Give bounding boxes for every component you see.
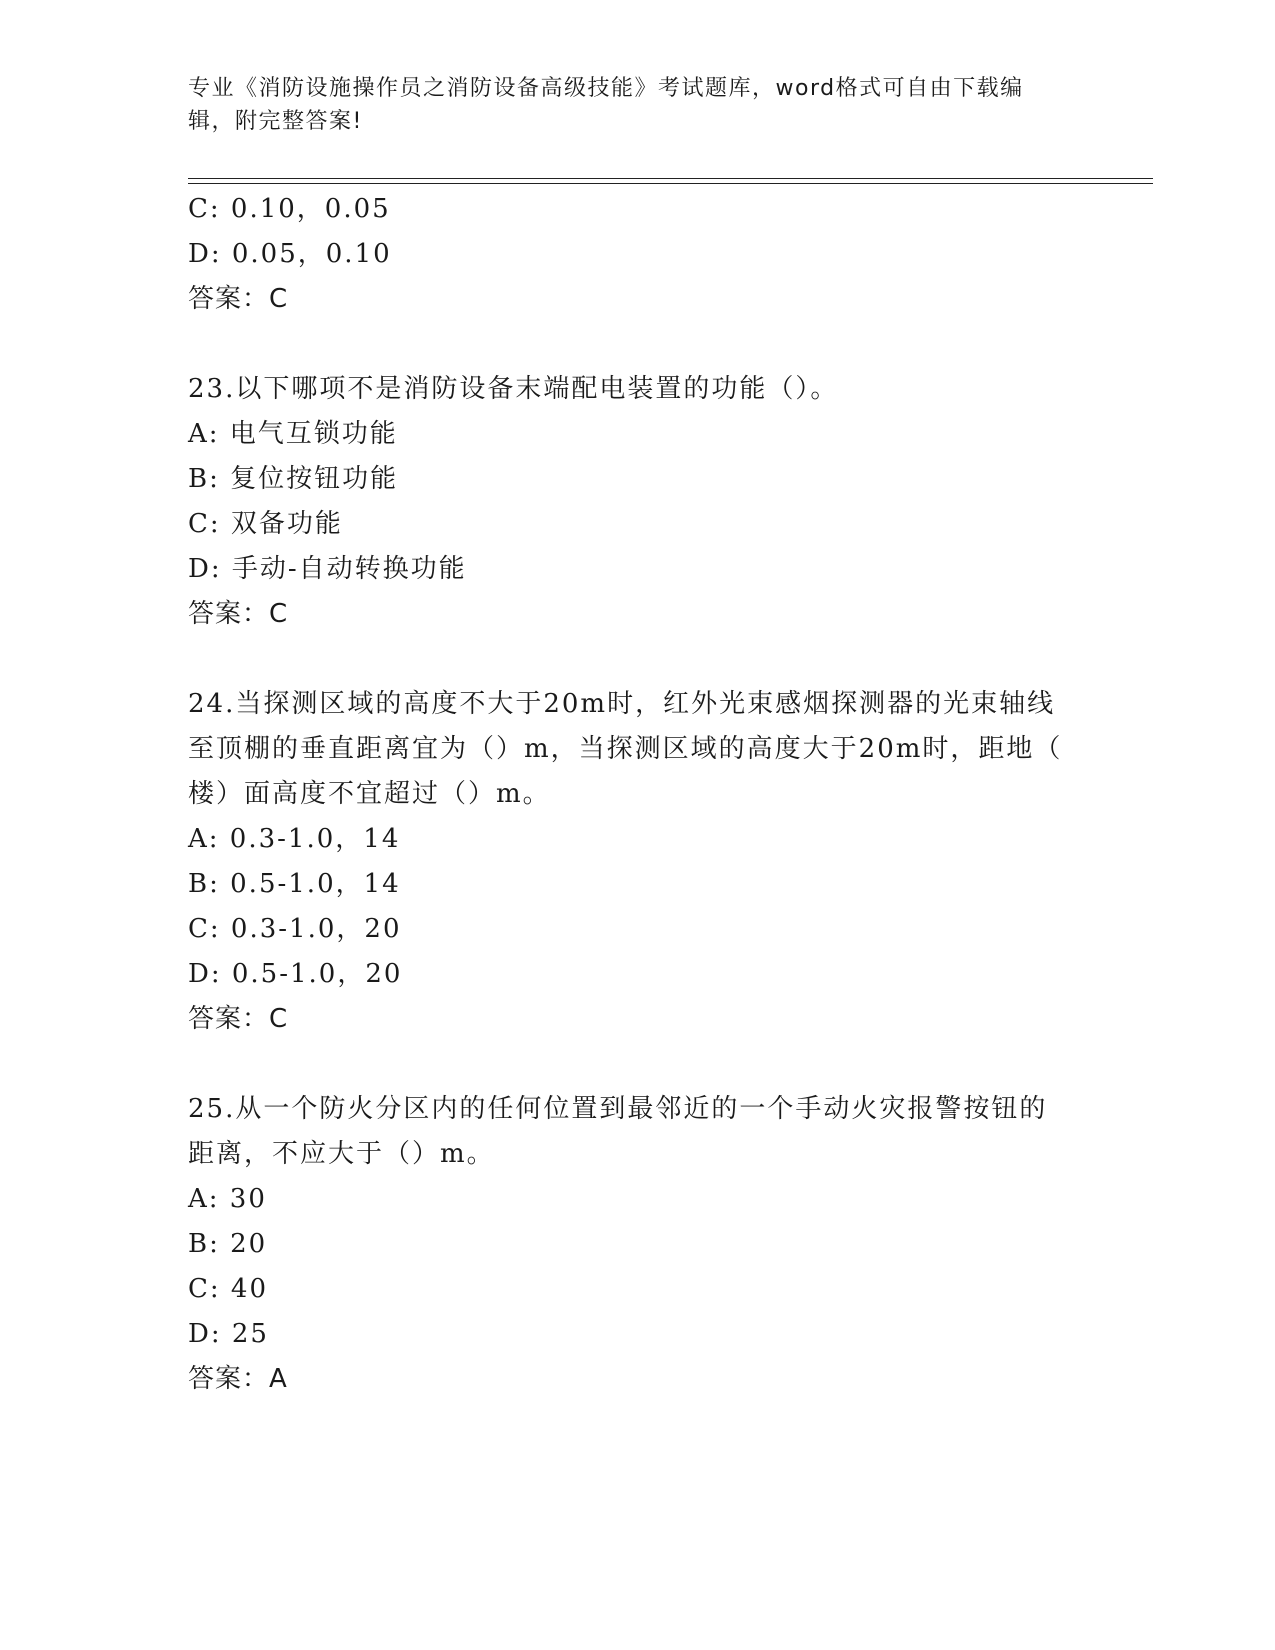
header-divider-top xyxy=(188,178,1153,179)
q23-stem: 23.以下哪项不是消防设备末端配电装置的功能（）。 xyxy=(188,374,839,404)
q25-option-c: C: 40 xyxy=(188,1274,269,1304)
document-header: 专业《消防设施操作员之消防设备高级技能》考试题库，word格式可自由下载编辑，附完整答案! xyxy=(188,76,1024,134)
q25-stem-line2: 距离，不应大于（）m。 xyxy=(188,1139,495,1169)
q25-option-d: D: 25 xyxy=(188,1319,269,1349)
q23-option-b: B: 复位按钮功能 xyxy=(188,464,399,494)
q24-stem-line1: 24.当探测区域的高度不大于20m时，红外光束感烟探测器的光束轴线 xyxy=(188,689,1056,719)
q22-option-c: C: 0.10，0.05 xyxy=(188,194,391,224)
q23-option-a: A: 电气互锁功能 xyxy=(188,419,398,449)
q22-option-d: D: 0.05，0.10 xyxy=(188,239,392,269)
q25-option-a: A: 30 xyxy=(188,1184,267,1214)
header-divider-bottom xyxy=(188,183,1153,184)
q24-answer: 答案：C xyxy=(188,1004,289,1034)
q24-option-d: D: 0.5-1.0，20 xyxy=(188,959,403,989)
q24-stem-line2: 至顶棚的垂直距离宜为（）m，当探测区域的高度大于20m时，距地（ xyxy=(188,734,1063,764)
q23-option-d: D: 手动-自动转换功能 xyxy=(188,554,467,584)
q25-stem-line1: 25.从一个防火分区内的任何位置到最邻近的一个手动火灾报警按钮的 xyxy=(188,1094,1048,1124)
q24-stem-line3: 楼）面高度不宜超过（）m。 xyxy=(188,779,551,809)
q24-option-c: C: 0.3-1.0，20 xyxy=(188,914,402,944)
q22-answer: 答案：C xyxy=(188,284,289,314)
q25-option-b: B: 20 xyxy=(188,1229,268,1259)
q23-option-c: C: 双备功能 xyxy=(188,509,343,539)
q25-answer: 答案：A xyxy=(188,1364,288,1394)
q24-option-b: B: 0.5-1.0，14 xyxy=(188,869,401,899)
q23-answer: 答案：C xyxy=(188,599,289,629)
q24-option-a: A: 0.3-1.0，14 xyxy=(188,824,401,854)
